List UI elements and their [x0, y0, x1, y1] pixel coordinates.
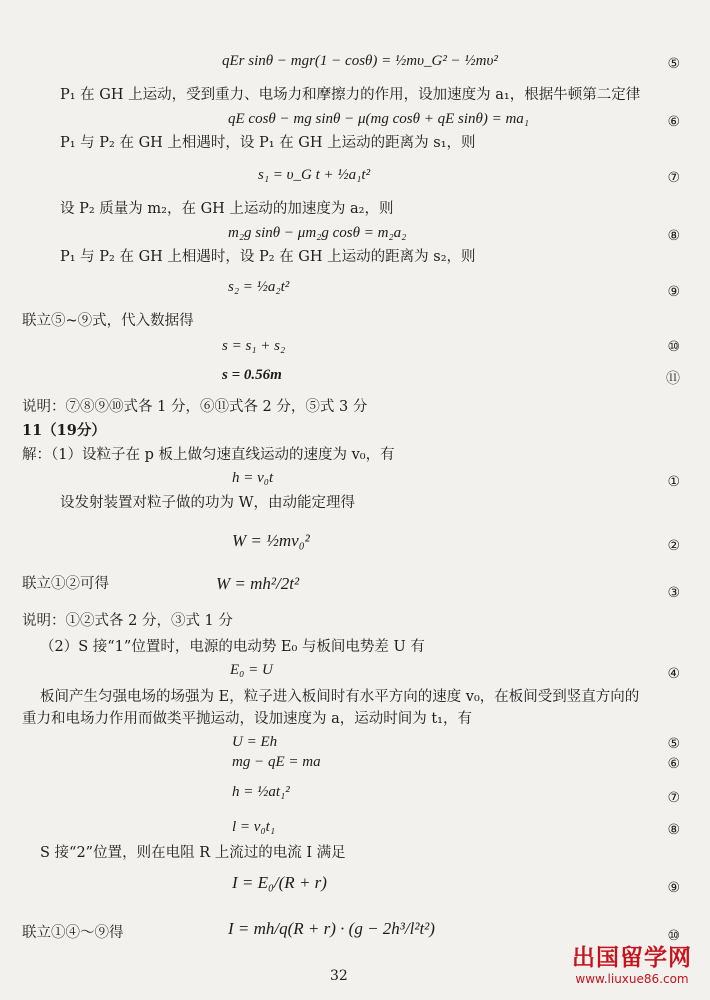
scoring-note: 说明：⑦⑧⑨⑩式各 1 分，⑥⑪式各 2 分，⑤式 3 分	[22, 399, 368, 415]
scoring-note: 说明：①②式各 2 分，③式 1 分	[22, 613, 233, 629]
equation-a6: mg − qE = ma	[232, 754, 321, 770]
equation-a10: I = mh/q(R + r) · (g − 2h³/l²t²)	[228, 919, 435, 938]
text-line: （2）S 接“1”位置时，电源的电动势 E₀ 与板间电势差 U 有	[40, 639, 425, 655]
text-line: 重力和电场力作用而做类平抛运动，设加速度为 a，运动时间为 t₁，有	[22, 711, 473, 727]
text-line: P₁ 与 P₂ 在 GH 上相遇时，设 P₂ 在 GH 上运动的距离为 s₂，则	[60, 249, 476, 265]
equation-number: ⑥	[667, 756, 680, 772]
equation-number: ⑥	[667, 114, 680, 130]
site-logo[interactable]	[572, 939, 692, 986]
equation-number: ⑪	[666, 371, 680, 387]
logo-url: www.liuxue86.com	[575, 972, 689, 986]
equation-a3: W = mh²/2t²	[216, 574, 300, 593]
equation-number: ③	[667, 585, 680, 601]
text-line: 设发射装置对粒子做的功为 W，由动能定理得	[60, 495, 356, 511]
equation-a9: I = E₀/(R + r)	[232, 873, 327, 892]
text-line: 设 P₂ 质量为 m₂，在 GH 上运动的加速度为 a₂，则	[60, 201, 394, 217]
equation-number: ⑤	[667, 736, 680, 752]
equation-5-text: qEr sinθ − mgr(1 − cosθ) = ½mυ_G² − ½mυ²	[222, 53, 498, 69]
logo-title: 出国留学网	[572, 945, 692, 971]
equation-number: ⑩	[667, 339, 680, 355]
equation-9: s₂ = ½a₂t²	[228, 279, 290, 295]
equation-a5: U = Eh	[232, 734, 278, 750]
text-line: P₁ 与 P₂ 在 GH 上相遇时，设 P₁ 在 GH 上运动的距离为 s₁，则	[60, 135, 476, 151]
equation-number: ②	[667, 538, 680, 554]
equation-number: ⑦	[667, 790, 680, 806]
text-line: P₁ 在 GH 上运动，受到重力、电场力和摩擦力的作用，设加速度为 a₁，根据牛顿第二定律	[60, 87, 641, 103]
question-heading: 11（19分）	[22, 422, 106, 439]
text-line: 解：（1）设粒子在 p 板上做匀速直线运动的速度为 v₀，有	[22, 447, 395, 463]
equation-number: ④	[667, 666, 680, 682]
equation-a1: h = v₀t	[232, 470, 274, 486]
equation-number: ⑧	[667, 228, 680, 244]
text-line: S 接“2”位置，则在电阻 R 上流过的电流 I 满足	[40, 845, 346, 861]
equation-number: ⑧	[667, 822, 680, 838]
text-line: 联立①④～⑨得	[22, 925, 124, 941]
equation-number: ⑩	[667, 928, 680, 944]
page-number: 32	[330, 968, 348, 984]
equation-11: s = 0.56m	[222, 367, 282, 383]
equation-10: s = s₁ + s₂	[222, 338, 286, 354]
text-line: 板间产生匀强电场的场强为 E，粒子进入板间时有水平方向的速度 v₀，在板间受到竖直方向的	[40, 689, 640, 705]
equation-5	[222, 52, 498, 70]
equation-a4: E₀ = U	[230, 662, 273, 678]
equation-a8: l = v₀t₁	[232, 819, 276, 835]
equation-6: qE cosθ − mg sinθ − μ(mg cosθ + qE sinθ) = ma₁	[228, 111, 530, 127]
equation-a7: h = ½at₁²	[232, 784, 290, 800]
equation-number: ⑤	[667, 56, 680, 72]
equation-a2: W = ½mv₀²	[232, 531, 310, 550]
equation-number: ⑨	[667, 284, 680, 300]
equation-8: m₂g sinθ − μm₂g cosθ = m₂a₂	[228, 225, 407, 241]
equation-number: ⑦	[667, 170, 680, 186]
equation-number: ⑨	[667, 880, 680, 896]
text-line: 联立⑤~⑨式，代入数据得	[22, 313, 194, 329]
equation-number: ①	[667, 474, 680, 490]
text-line: 联立①②可得	[22, 576, 109, 592]
equation-7: s₁ = υ_G t + ½a₁t²	[258, 167, 371, 183]
